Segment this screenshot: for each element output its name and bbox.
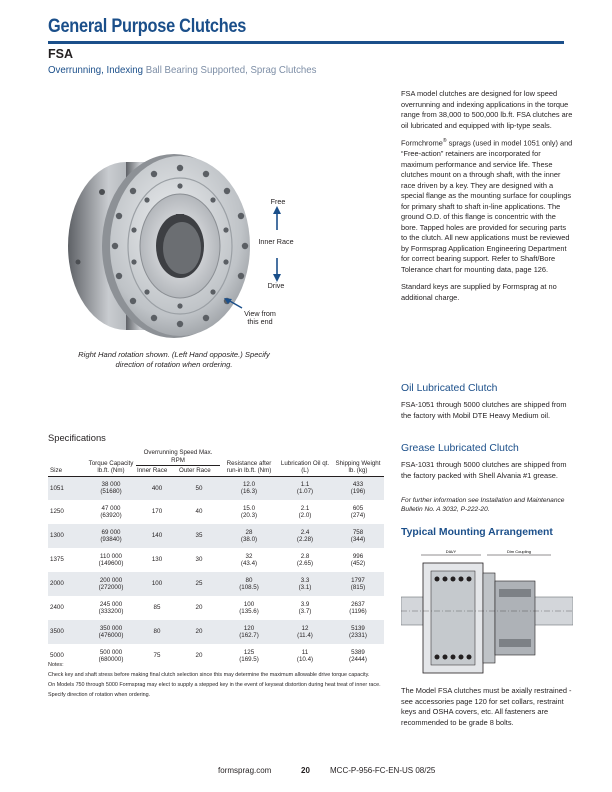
cell-value: 11	[301, 648, 309, 656]
cell-value: 2.8	[300, 552, 310, 560]
cell-value: 1300	[50, 532, 64, 540]
table-row	[48, 500, 384, 524]
cell-drag	[220, 500, 278, 524]
cell-torque	[86, 500, 136, 524]
view-arrow-icon	[222, 296, 244, 310]
cell-metric: (2444)	[349, 656, 367, 664]
cell-inner	[136, 524, 178, 548]
mounting-heading: Typical Mounting Arrangement	[401, 527, 553, 538]
note-1: Check key and shaft stress before making final clutch selection since this may determine the maximum allowable drive torque capacity.	[48, 672, 370, 679]
cell-value: 140	[151, 532, 163, 540]
table-row	[48, 620, 384, 644]
col-outer-race: Outer Race	[178, 466, 220, 477]
cell-value: 1250	[50, 508, 64, 516]
cell-metric: (476000)	[98, 632, 124, 640]
col-drag: Resistance after run-in lb.ft. (Nm)	[220, 448, 278, 476]
cell-metric: (10.4)	[296, 656, 314, 664]
cell-value: 2.4	[300, 528, 310, 536]
cell-size	[48, 476, 86, 500]
cell-value: 20	[195, 604, 203, 612]
cell-metric: (108.5)	[239, 584, 259, 592]
cell-value: 12	[301, 624, 309, 632]
table-row	[48, 596, 384, 620]
cell-weight	[332, 500, 384, 524]
cell-value: 15.0	[242, 504, 256, 512]
cell-torque	[86, 476, 136, 500]
subtitle-light: Ball Bearing Supported, Sprag Clutches	[143, 64, 317, 76]
cell-value: 350 000	[99, 624, 123, 632]
table-row	[48, 572, 384, 596]
cell-metric: (680000)	[98, 656, 124, 664]
cell-size	[48, 548, 86, 572]
col-lube: Lubrication Oil qt. (L)	[278, 448, 332, 476]
cell-metric: (333200)	[98, 608, 124, 616]
cell-oil	[278, 476, 332, 500]
cell-metric: (11.4)	[297, 632, 313, 640]
cell-value: 2637	[351, 600, 365, 608]
grease-footnote: For further information see Installation and Maintenance Bulletin No. A 3032, P-222-20.	[401, 497, 565, 513]
cell-drag	[220, 620, 278, 644]
col-torque: Torque Capacity lb.ft. (Nm)	[86, 448, 136, 476]
intro-paragraph: FSA model clutches are designed for low speed overrunning and indexing applications in the torque range from 38,000 to 500,000 lb.ft. FSA clutches are oil lubricated and equipped with lip-type seals.	[401, 89, 573, 130]
cell-torque	[86, 620, 136, 644]
cell-metric: (815)	[350, 584, 366, 592]
cell-metric: (169.5)	[239, 656, 259, 664]
cell-value: 25	[195, 580, 203, 588]
cell-drag	[220, 596, 278, 620]
cell-outer	[178, 620, 220, 644]
dim-right-label: Dim Coupling	[506, 549, 532, 554]
cell-metric: (135.6)	[239, 608, 259, 616]
cell-value: 500 000	[99, 648, 123, 656]
cell-metric: (344)	[350, 536, 366, 544]
cell-metric: (2.0)	[298, 512, 312, 520]
cell-value: 758	[352, 528, 364, 536]
cell-value: 5139	[351, 624, 365, 632]
cell-value: 32	[245, 552, 253, 560]
drive-label: Drive	[267, 281, 285, 290]
cell-weight	[332, 524, 384, 548]
cell-weight	[332, 548, 384, 572]
cell-inner	[136, 500, 178, 524]
cell-inner	[136, 596, 178, 620]
cell-size	[48, 524, 86, 548]
grease-heading: Grease Lubricated Clutch	[401, 443, 519, 454]
oil-heading: Oil Lubricated Clutch	[401, 383, 498, 394]
cell-value: 20	[195, 652, 203, 660]
cell-value: 47 000	[101, 504, 121, 512]
cell-oil	[278, 548, 332, 572]
cell-value: 245 000	[99, 600, 123, 608]
intro-body: sprags (used in model 1051 only) and “Free-action” retainers are incorporated for maximum performance and service life. These clutches mount on a through shaft, with the inner race driven by a key. They are designed with a special flange as the mounting surface for couplings for primary shaft to shaft in-line applications. The ground O.D. of this flange is concentric with the bore. Tapped holes are provided for securing parts to the clutch. All new applications must be reviewed by Formsprag Application Engineering Department for correct bearing support. Refer to Shaft/Bore Tolerance chart for mounting data, page 126.	[401, 138, 573, 274]
cell-value: 120	[243, 624, 255, 632]
cell-torque	[86, 548, 136, 572]
cell-metric: (452)	[350, 560, 366, 568]
cell-metric: (38.0)	[240, 536, 258, 544]
cell-value: 3.3	[300, 576, 310, 584]
cell-oil	[278, 596, 332, 620]
title-rule	[48, 41, 564, 44]
cell-metric: (51680)	[100, 488, 122, 496]
cell-value: 200 000	[99, 576, 123, 584]
brand-word: Formchrome	[401, 138, 443, 148]
subtitle	[48, 64, 317, 76]
col-size: Size	[48, 448, 86, 476]
cell-value: 3.9	[300, 600, 310, 608]
cell-metric: (3.1)	[298, 584, 312, 592]
cell-value: 35	[195, 532, 203, 540]
cell-drag	[220, 548, 278, 572]
cell-value: 100	[151, 580, 163, 588]
cell-metric: (196)	[350, 488, 366, 496]
cell-oil	[278, 620, 332, 644]
cell-metric: (3.7)	[298, 608, 312, 616]
cell-value: 85	[153, 604, 161, 612]
cell-value: 125	[243, 648, 255, 656]
registered-mark: ®	[442, 138, 447, 145]
notes-label: Notes:	[48, 662, 64, 668]
cell-weight	[332, 596, 384, 620]
cell-value: 605	[352, 504, 364, 512]
page-title: General Purpose Clutches	[48, 16, 247, 37]
cell-metric: (162.7)	[239, 632, 259, 640]
cell-size	[48, 596, 86, 620]
cell-weight	[332, 572, 384, 596]
cell-metric: (93840)	[100, 536, 122, 544]
free-label: Free	[270, 197, 286, 206]
cell-metric: (2.65)	[296, 560, 314, 568]
cell-value: 1.1	[300, 480, 310, 488]
cell-metric: (2331)	[349, 632, 367, 640]
cell-value: 28	[245, 528, 253, 536]
mounting-text: The Model FSA clutches must be axially restrained - see accessories page 120 for set collars, restraint keys and OSHA covers, etc. All fasteners are recommended to be grade 8 bolts.	[401, 686, 572, 727]
cell-inner	[136, 548, 178, 572]
cell-oil	[278, 572, 332, 596]
cell-value: 38 000	[101, 480, 121, 488]
specifications-title: Specifications	[48, 432, 106, 443]
cell-size	[48, 500, 86, 524]
cell-inner	[136, 572, 178, 596]
dim-left-label: DIA/Y	[445, 549, 457, 554]
cell-torque	[86, 596, 136, 620]
cell-value: 5000	[50, 652, 64, 660]
cell-value: 2.1	[300, 504, 310, 512]
cell-outer	[178, 500, 220, 524]
cell-outer	[178, 596, 220, 620]
cell-value: 110 000	[100, 552, 122, 560]
table-row	[48, 524, 384, 548]
cell-value: 130	[151, 556, 163, 564]
cell-value: 12.0	[242, 480, 256, 488]
cell-value: 100	[243, 600, 255, 608]
cell-value: 996	[352, 552, 364, 560]
cell-value: 5389	[351, 648, 365, 656]
cell-outer	[178, 524, 220, 548]
cell-value: 40	[195, 508, 203, 516]
cell-drag	[220, 476, 278, 500]
cell-size	[48, 572, 86, 596]
cell-size	[48, 620, 86, 644]
clutch-product-image	[56, 134, 256, 344]
cell-torque	[86, 524, 136, 548]
cell-oil	[278, 524, 332, 548]
cell-value: 80	[245, 576, 253, 584]
cell-outer	[178, 476, 220, 500]
figure-caption: Right Hand rotation shown. (Left Hand opposite.) Specify direction of rotation when ordering.	[78, 350, 270, 369]
cell-value: 3500	[50, 628, 64, 636]
cell-metric: (16.3)	[240, 488, 258, 496]
col-inner-race: Inner Race	[136, 466, 178, 477]
cell-oil	[278, 500, 332, 524]
view-label: View from this end	[244, 309, 276, 327]
subtitle-strong: Overrunning, Indexing	[48, 64, 144, 76]
cell-value: 75	[153, 652, 161, 660]
cell-metric: (2.28)	[296, 536, 314, 544]
cell-value: 1051	[50, 484, 64, 492]
cell-inner	[136, 620, 178, 644]
cell-drag	[220, 572, 278, 596]
cell-value: 2000	[50, 580, 64, 588]
cell-value: 20	[195, 628, 203, 636]
cell-value: 30	[195, 556, 203, 564]
footer-code: MCC-P-956-FC-EN-US 08/25	[330, 766, 436, 775]
cell-metric: (149600)	[98, 560, 124, 568]
specifications-table	[48, 448, 384, 668]
footer-page: 20	[301, 766, 310, 775]
table-row	[48, 548, 384, 572]
inner-race-label: Inner Race	[258, 237, 294, 246]
cell-weight	[332, 620, 384, 644]
cell-value: 1375	[50, 556, 64, 564]
cell-value: 2400	[50, 604, 64, 612]
cell-outer	[178, 548, 220, 572]
cell-outer	[178, 572, 220, 596]
cell-drag	[220, 524, 278, 548]
cell-metric: (274)	[350, 512, 366, 520]
cell-value: 1797	[351, 576, 365, 584]
cell-torque	[86, 572, 136, 596]
oil-text: FSA-1051 through 5000 clutches are shipped from the factory with Mobil DTE Heavy Medium oil.	[401, 400, 567, 420]
cell-value: 400	[151, 484, 163, 492]
table-row	[48, 476, 384, 500]
cell-metric: (1196)	[349, 608, 367, 616]
cell-value: 433	[352, 480, 364, 488]
notes	[48, 661, 386, 701]
cell-inner	[136, 476, 178, 500]
model-code: FSA	[48, 47, 73, 61]
mounting-diagram	[401, 549, 573, 683]
intro-text	[401, 89, 573, 310]
cell-metric: (20.3)	[240, 512, 258, 520]
col-weight: Shipping Weight lb. (kg)	[332, 448, 384, 476]
note-3: Specify direction of rotation when ordering.	[48, 692, 151, 699]
cell-value: 50	[195, 484, 203, 492]
cell-metric: (43.4)	[240, 560, 258, 568]
footer-site: formsprag.com	[218, 766, 272, 775]
cell-metric: (63920)	[100, 512, 122, 520]
grease-text: FSA-1031 through 5000 clutches are shipped from the factory packed with Shell Alvania #1 grease.	[401, 460, 567, 480]
cell-value: 170	[151, 508, 163, 516]
intro-paragraph	[401, 138, 573, 275]
note-2: On Models 750 through 5000 Formsprag may elect to supply a stepped key in the event of keyseat distortion during heat treat of inner race.	[48, 682, 381, 689]
intro-paragraph: Standard keys are supplied by Formsprag at no additional charge.	[401, 282, 557, 302]
cell-metric: (1.07)	[296, 488, 314, 496]
cell-metric: (272000)	[98, 584, 124, 592]
cell-value: 80	[153, 628, 161, 636]
cell-value: 69 000	[101, 528, 121, 536]
cell-weight	[332, 476, 384, 500]
col-overrun: Overrunning Speed Max. RPM	[136, 448, 220, 466]
